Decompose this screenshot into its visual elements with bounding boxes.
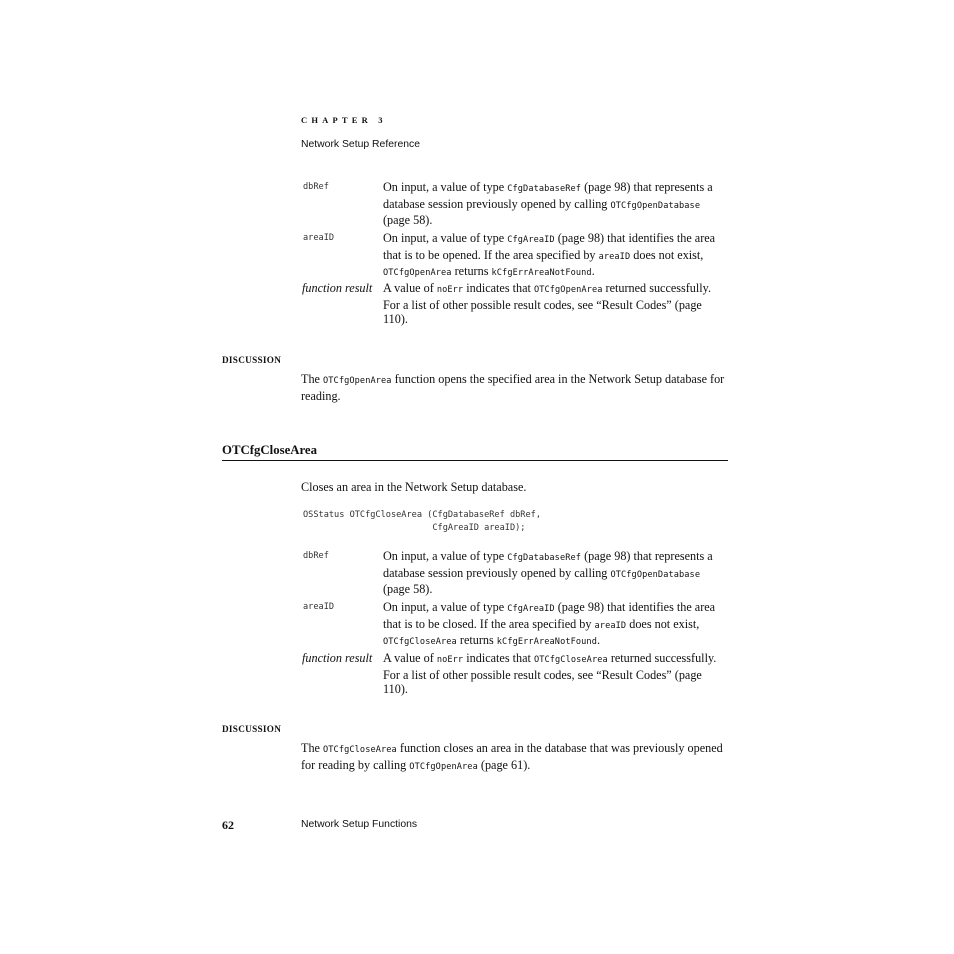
code-term: kCfgErrAreaNotFound bbox=[491, 268, 592, 279]
code-term: noErr bbox=[436, 655, 464, 665]
code-term: OTCfgOpenArea bbox=[383, 268, 452, 279]
param-desc-function-result: A value of noErr indicates that OTCfgCloseArea returned successfully. For a list of other possible result codes, see “Result Codes” (page 110). bbox=[383, 651, 717, 697]
code-term: OTCfgOpenArea bbox=[323, 376, 392, 386]
code-term: OTCfgCloseArea bbox=[323, 745, 397, 755]
function-ref-link[interactable]: OTCfgOpenArea bbox=[409, 761, 478, 772]
section-divider bbox=[222, 460, 728, 461]
type-ref-link[interactable]: CfgDatabaseRef bbox=[507, 184, 582, 194]
function-ref-link[interactable]: OTCfgOpenDatabase bbox=[610, 569, 701, 580]
param-name-areaid: areaID bbox=[303, 602, 335, 612]
param-name-function-result: function result bbox=[302, 651, 373, 665]
param-name-dbref: dbRef bbox=[303, 182, 329, 192]
param-desc-areaid: On input, a value of type CfgAreaID (page 98) that identifies the area that is to be closed. If the area specified by areaID does not exist, OTCfgCloseArea returns kCfgErrAreaNotFound. bbox=[383, 600, 716, 648]
code-term: OTCfgCloseArea bbox=[533, 655, 608, 665]
page-number: 62 bbox=[222, 818, 234, 832]
type-ref-link[interactable]: CfgDatabaseRef bbox=[507, 553, 582, 563]
code-term: areaID bbox=[598, 251, 631, 262]
param-desc-dbref: On input, a value of type CfgDatabaseRef (page 98) that represents a database session previously opened by calling OTCfgOpenDatabase (page 58). bbox=[383, 549, 713, 597]
code-term: kCfgErrAreaNotFound bbox=[496, 637, 597, 648]
param-name-dbref: dbRef bbox=[303, 551, 329, 561]
footer-section-title: Network Setup Functions bbox=[301, 819, 418, 830]
code-term: areaID bbox=[594, 620, 627, 631]
param-name-function-result: function result bbox=[302, 281, 373, 295]
section-title: OTCfgCloseArea bbox=[222, 443, 318, 457]
type-ref-link[interactable]: CfgAreaID bbox=[507, 235, 555, 245]
code-term: OTCfgOpenArea bbox=[533, 285, 603, 295]
param-desc-function-result: A value of noErr indicates that OTCfgOpenArea returned successfully. For a list of other possible result codes, see “Result Codes” (page 110). bbox=[383, 281, 712, 327]
chapter-label: CHAPTER 3 bbox=[301, 115, 387, 125]
param-desc-areaid: On input, a value of type CfgAreaID (page 98) that identifies the area that is to be opened. If the area specified by areaID does not exist, OTCfgOpenArea returns kCfgErrAreaNotFound. bbox=[383, 231, 716, 279]
discussion-heading: DISCUSSION bbox=[222, 724, 282, 734]
code-term: noErr bbox=[436, 285, 464, 295]
discussion-paragraph: The OTCfgOpenArea function opens the specified area in the Network Setup database for reading. bbox=[301, 372, 725, 403]
param-desc-dbref: On input, a value of type CfgDatabaseRef (page 98) that represents a database session previously opened by calling OTCfgOpenDatabase (page 58). bbox=[383, 180, 713, 228]
function-ref-link[interactable]: OTCfgOpenDatabase bbox=[610, 200, 701, 211]
param-name-areaid: areaID bbox=[303, 233, 335, 243]
function-summary: Closes an area in the Network Setup database. bbox=[301, 480, 527, 494]
code-term: OTCfgCloseArea bbox=[383, 637, 457, 648]
code-declaration-line: CfgAreaID areaID); bbox=[303, 523, 526, 533]
type-ref-link[interactable]: CfgAreaID bbox=[507, 604, 555, 614]
running-header-title: Network Setup Reference bbox=[301, 139, 420, 150]
code-declaration-line: OSStatus OTCfgCloseArea (CfgDatabaseRef dbRef, bbox=[303, 510, 541, 520]
discussion-paragraph: The OTCfgCloseArea function closes an area in the database that was previously opened for reading by calling OTCfgOpenArea (page 61). bbox=[301, 741, 723, 772]
discussion-heading: DISCUSSION bbox=[222, 355, 282, 365]
